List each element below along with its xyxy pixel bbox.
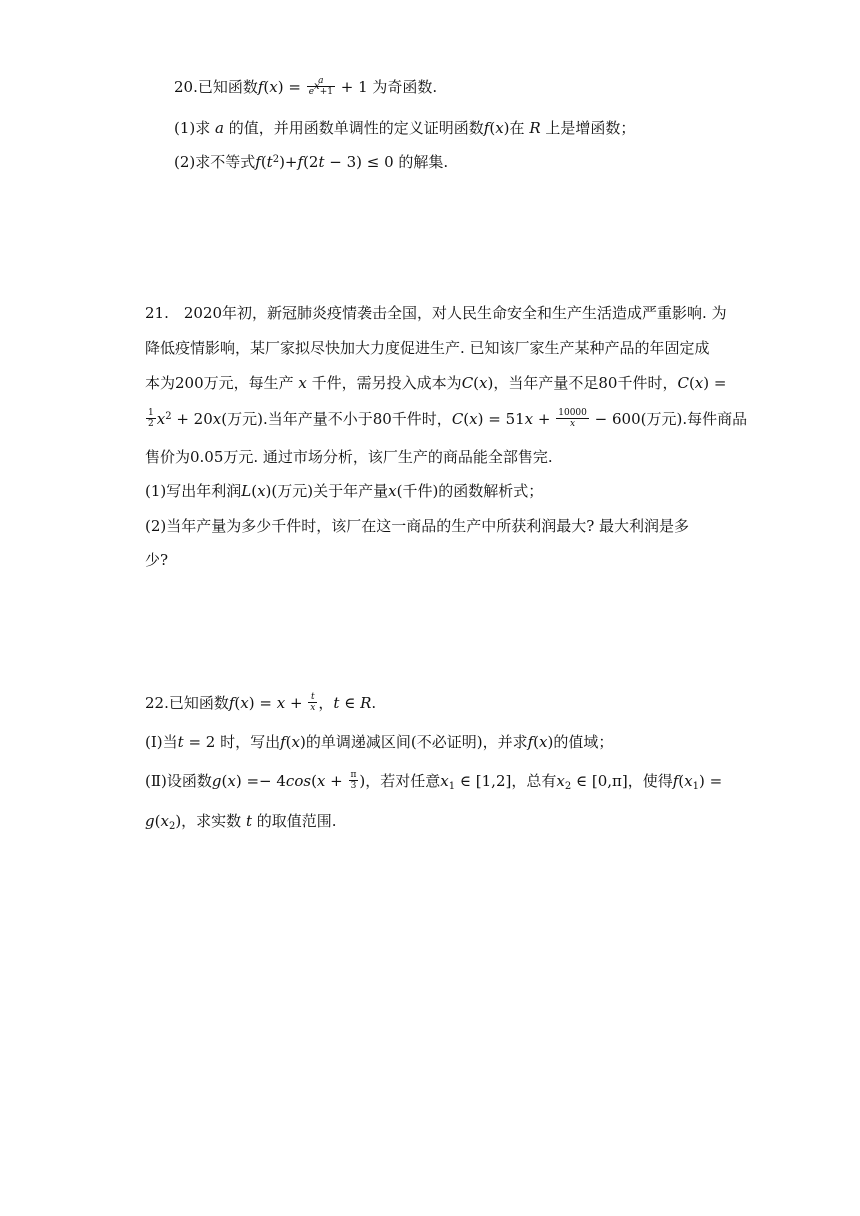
problem-21-line-4-text-a: (万元).当年产量不小于80千件时，	[221, 410, 452, 428]
problem-22-part-2-line-1: (Ⅱ)设函数g(x) =− 4cos(x + $\frac{\pi}{3}$ )，若对任意$x_1$ ∈ [1,2]，总有$x_2$ ∈ [0,π]，使得$f(x_1)$ =	[145, 769, 723, 792]
problem-20-part-2-text-b: 的解集.	[398, 153, 449, 171]
problem-22-part-2-text-f: 的取值范围.	[256, 812, 337, 830]
problem-21-part-1-text-b: (万元)关于年产量	[271, 482, 389, 500]
problem-20-part-1-text-c: 在	[509, 119, 525, 137]
problem-20-function-formula: f	[257, 78, 264, 96]
problem-22-part-2-text-a: (Ⅱ)设函数	[145, 772, 212, 790]
problem-21-line-3-text-a: 本为200万元，每生产	[145, 374, 294, 392]
problem-22-part-1: (Ⅰ)当t = 2 时，写出f(x)的单调递减区间(不必证明)，并求f(x)的值域；	[145, 733, 614, 751]
problem-21-line-2: 降低疫情影响，某厂家拟尽快加大力度促进生产. 已知该厂家生产某种产品的年固定成	[145, 339, 710, 357]
problem-20-part-1-text-b: 的值，并用函数单调性的定义证明函数	[228, 119, 484, 137]
problem-22-part-2-text-b: ，若对任意	[365, 772, 441, 790]
problem-21-part-2-line-2: 少?	[145, 551, 169, 569]
problem-21-line-3-text-c: ，当年产量不足80千件时，	[493, 374, 678, 392]
problem-21-line-5: 售价为0.05万元. 通过市场分析，该厂生产的商品能全部售完.	[145, 448, 553, 466]
problem-20-part-1-text-a: (1)求	[174, 119, 211, 137]
problem-21-part-2-line-1: (2)当年产量为多少千件时，该厂在这一商品的生产中所获利润最大? 最大利润是多	[145, 517, 690, 535]
problem-22-stem-end: .	[371, 694, 377, 712]
problem-21-part-1-text-c: (千件)的函数解析式；	[396, 482, 544, 500]
problem-21-line-3-text-b: 千件，需另投入成本为	[311, 374, 462, 392]
problem-21-part-1: (1)写出年利润L(x)(万元)关于年产量x(千件)的函数解析式；	[145, 482, 544, 500]
problem-20-part-2-text-a: (2)求不等式	[174, 153, 256, 171]
problem-22-part-1-text-a: (Ⅰ)当	[145, 733, 178, 751]
problem-21-line-3: 本为200万元，每生产 x 千件，需另投入成本为C(x)，当年产量不足80千件时，C(x) =	[145, 374, 727, 392]
problem-22-part-1-text-b: 时，写出	[220, 733, 281, 751]
problem-22-part-1-text-d: 的值域；	[553, 733, 614, 751]
problem-22-stem: 22.已知函数f(x) = x + $\frac{t}{x}$ ，t ∈ R.	[145, 691, 377, 713]
problem-22-part-2-line-2: $g(x_2)$，求实数 t 的取值范围.	[145, 812, 337, 832]
problem-21-line-4-text-b: (万元).每件商品	[640, 410, 748, 428]
problem-21-part-1-text-a: (1)写出年利润	[145, 482, 242, 500]
problem-20-stem-suffix: 为奇函数.	[372, 78, 438, 96]
problem-20-stem: 20.已知函数f(x) = $\frac{a}{e^x+1}$ + 1 为奇函数.	[174, 75, 438, 97]
problem-21-line-1: 21. 2020年初，新冠肺炎疫情袭击全国，对人民生命安全和生产生活造成严重影响. 为	[145, 304, 727, 322]
problem-20-part-1-text-d: 上是增函数；	[545, 119, 636, 137]
problem-22-part-1-text-c: 的单调递减区间(不必证明)，并求	[305, 733, 528, 751]
problem-22-part-2-text-e: ，求实数	[181, 812, 242, 830]
problem-22-part-2-text-d: ，使得	[627, 772, 673, 790]
problem-20-part-1: (1)求 a 的值，并用函数单调性的定义证明函数f(x)在 R 上是增函数；	[174, 119, 636, 137]
problem-22-stem-suffix: ，	[318, 694, 334, 712]
problem-21-line-4: $\frac{1}{2}$ $x^2 + 20x$(万元).当年产量不小于80千件时，C(x) = 51x + $\frac{10000}{x}$ − 600(万元).每件商品	[148, 407, 748, 429]
problem-20-stem-prefix: 20.已知函数	[174, 78, 258, 96]
problem-22-stem-prefix: 22.已知函数	[145, 694, 229, 712]
problem-20-part-2: (2)求不等式$f(t^2)+f(2t - 3) \le 0$ 的解集.	[174, 153, 449, 171]
problem-22-part-2-text-c: ，总有	[511, 772, 557, 790]
